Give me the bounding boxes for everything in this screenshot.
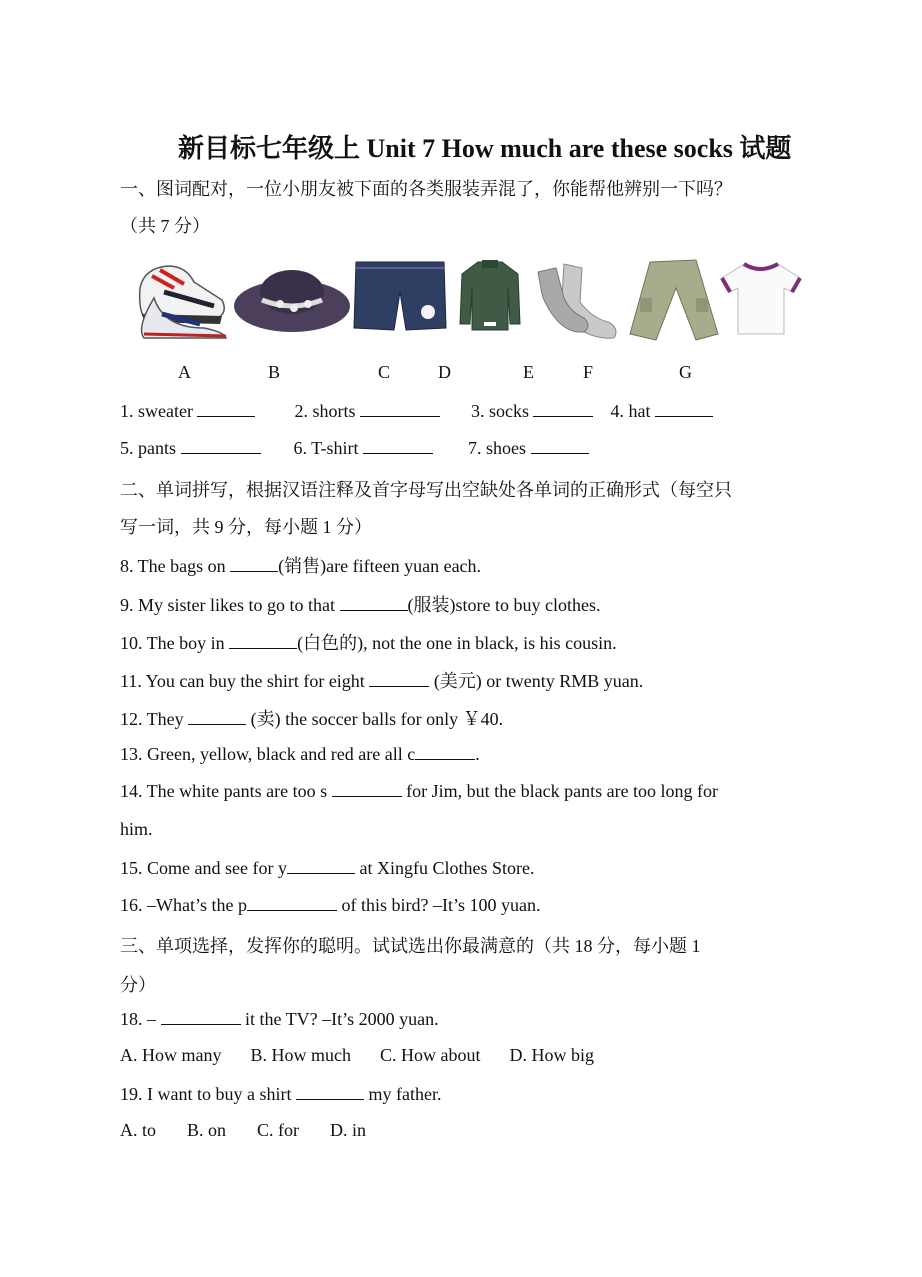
question-text: 12. They [120,709,189,729]
hat-image [232,258,352,338]
question-text: 11. You can buy the shirt for eight [120,671,370,691]
answer-blank[interactable] [287,857,355,874]
answer-blank[interactable] [531,437,589,454]
question-text: 18. – [120,1009,161,1029]
question-text: 13. Green, yellow, black and red are all c [120,744,416,764]
section1-heading-score: （共 7 分） [120,216,210,236]
image-letter-f: F [583,362,594,382]
question-text: 10. The boy in [120,633,230,653]
image-letter-g: G [679,362,692,382]
question-text: my father. [363,1084,442,1104]
image-letter-b: B [268,362,281,382]
answer-blank[interactable] [332,780,402,797]
answer-blank[interactable] [230,555,278,572]
shorts-image [352,258,448,334]
question-9 [120,591,600,617]
sweater-image [458,258,522,334]
question-14 [120,780,806,802]
tshirt-image [720,258,802,338]
match-item-5: 5. pants [120,438,176,458]
question-text: (白色的), not the one in black, is his cousin. [297,633,617,653]
answer-blank[interactable] [247,894,337,911]
question-text: 9. My sister likes to go to that [120,595,340,615]
match-item-6: 6. T-shirt [293,438,359,458]
question-text: (服装)store to buy clothes. [407,595,601,615]
option-c[interactable]: C. How about [380,1045,481,1065]
question-text: at Xingfu Clothes Store. [354,858,535,878]
answer-blank[interactable] [181,437,261,454]
option-a[interactable]: A. to [120,1120,156,1140]
question-8 [120,552,481,578]
question-10 [120,629,617,655]
option-b[interactable]: B. How much [250,1045,351,1065]
match-row-1 [120,400,713,422]
section2-heading: 二、单词拼写，根据汉语注释及首字母写出空缺处各单词的正确形式（每空只 [120,480,732,500]
match-item-2: 2. shorts [294,401,356,421]
image-letter-d: D [438,362,451,382]
answer-blank[interactable] [340,594,408,611]
question-text: of this bird? –It’s 100 yuan. [336,895,541,915]
option-c[interactable]: C. for [257,1120,300,1140]
answer-blank[interactable] [363,437,433,454]
question-text: 8. The bags on [120,556,231,576]
question-11 [120,667,643,693]
page-title: 新目标七年级上 Unit 7 How much are these socks 试题 [178,134,792,163]
question-text: 15. Come and see for y [120,858,287,878]
clothes-image-row [132,258,812,348]
question-14-continued: him. [120,819,153,839]
section1-heading: 一、图词配对，一位小朋友被下面的各类服装弄混了，你能帮他辨别一下吗？ [120,179,732,199]
section3-heading: 三、单项选择，发挥你的聪明。试试选出你最满意的（共 18 分，每小题 1 [120,936,701,956]
image-letter-c: C [378,362,391,382]
answer-blank[interactable] [360,400,440,417]
question-text: (卖) the soccer balls for only ￥40. [246,709,504,729]
option-a[interactable]: A. How many [120,1045,222,1065]
image-letter-e: E [523,362,534,382]
option-d[interactable]: D. How big [509,1045,594,1065]
answer-blank[interactable] [188,708,246,725]
answer-blank[interactable] [296,1083,364,1100]
question-text: it the TV? –It’s 2000 yuan. [240,1009,439,1029]
question-16 [120,894,540,916]
answer-blank[interactable] [229,632,297,649]
question-19 [120,1083,441,1105]
question-15 [120,857,534,879]
question-text: (美元) or twenty RMB yuan. [429,671,644,691]
answer-blank[interactable] [415,743,475,760]
shoes-image [134,258,228,342]
question-text: 19. I want to buy a shirt [120,1084,296,1104]
match-row-2 [120,437,589,459]
answer-blank[interactable] [533,400,593,417]
question-text: for Jim, but the black pants are too long for [401,781,719,801]
section2-heading-score: 写一词，共 9 分，每小题 1 分） [120,517,372,537]
socks-image [530,258,622,342]
question-18 [120,1008,439,1030]
question-12 [120,705,503,731]
question-text: 16. –What’s the p [120,895,247,915]
match-item-1: 1. sweater [120,401,193,421]
question-text: . [475,744,480,764]
section3-heading-score: 分） [120,975,156,995]
option-b[interactable]: B. on [187,1120,227,1140]
question-18-options [120,1045,594,1066]
match-item-3: 3. socks [470,401,529,421]
question-19-options [120,1120,366,1141]
option-d[interactable]: D. in [330,1120,367,1140]
answer-blank[interactable] [655,400,713,417]
match-item-7: 7. shoes [468,438,527,458]
pants-image [626,258,720,342]
answer-blank[interactable] [161,1008,241,1025]
answer-blank[interactable] [197,400,255,417]
image-letter-a: A [178,362,191,382]
match-item-4: 4. hat [610,401,651,421]
question-13 [120,743,480,765]
answer-blank[interactable] [369,670,429,687]
question-text: 14. The white pants are too s [120,781,332,801]
question-text: (销售)are fifteen yuan each. [278,556,482,576]
